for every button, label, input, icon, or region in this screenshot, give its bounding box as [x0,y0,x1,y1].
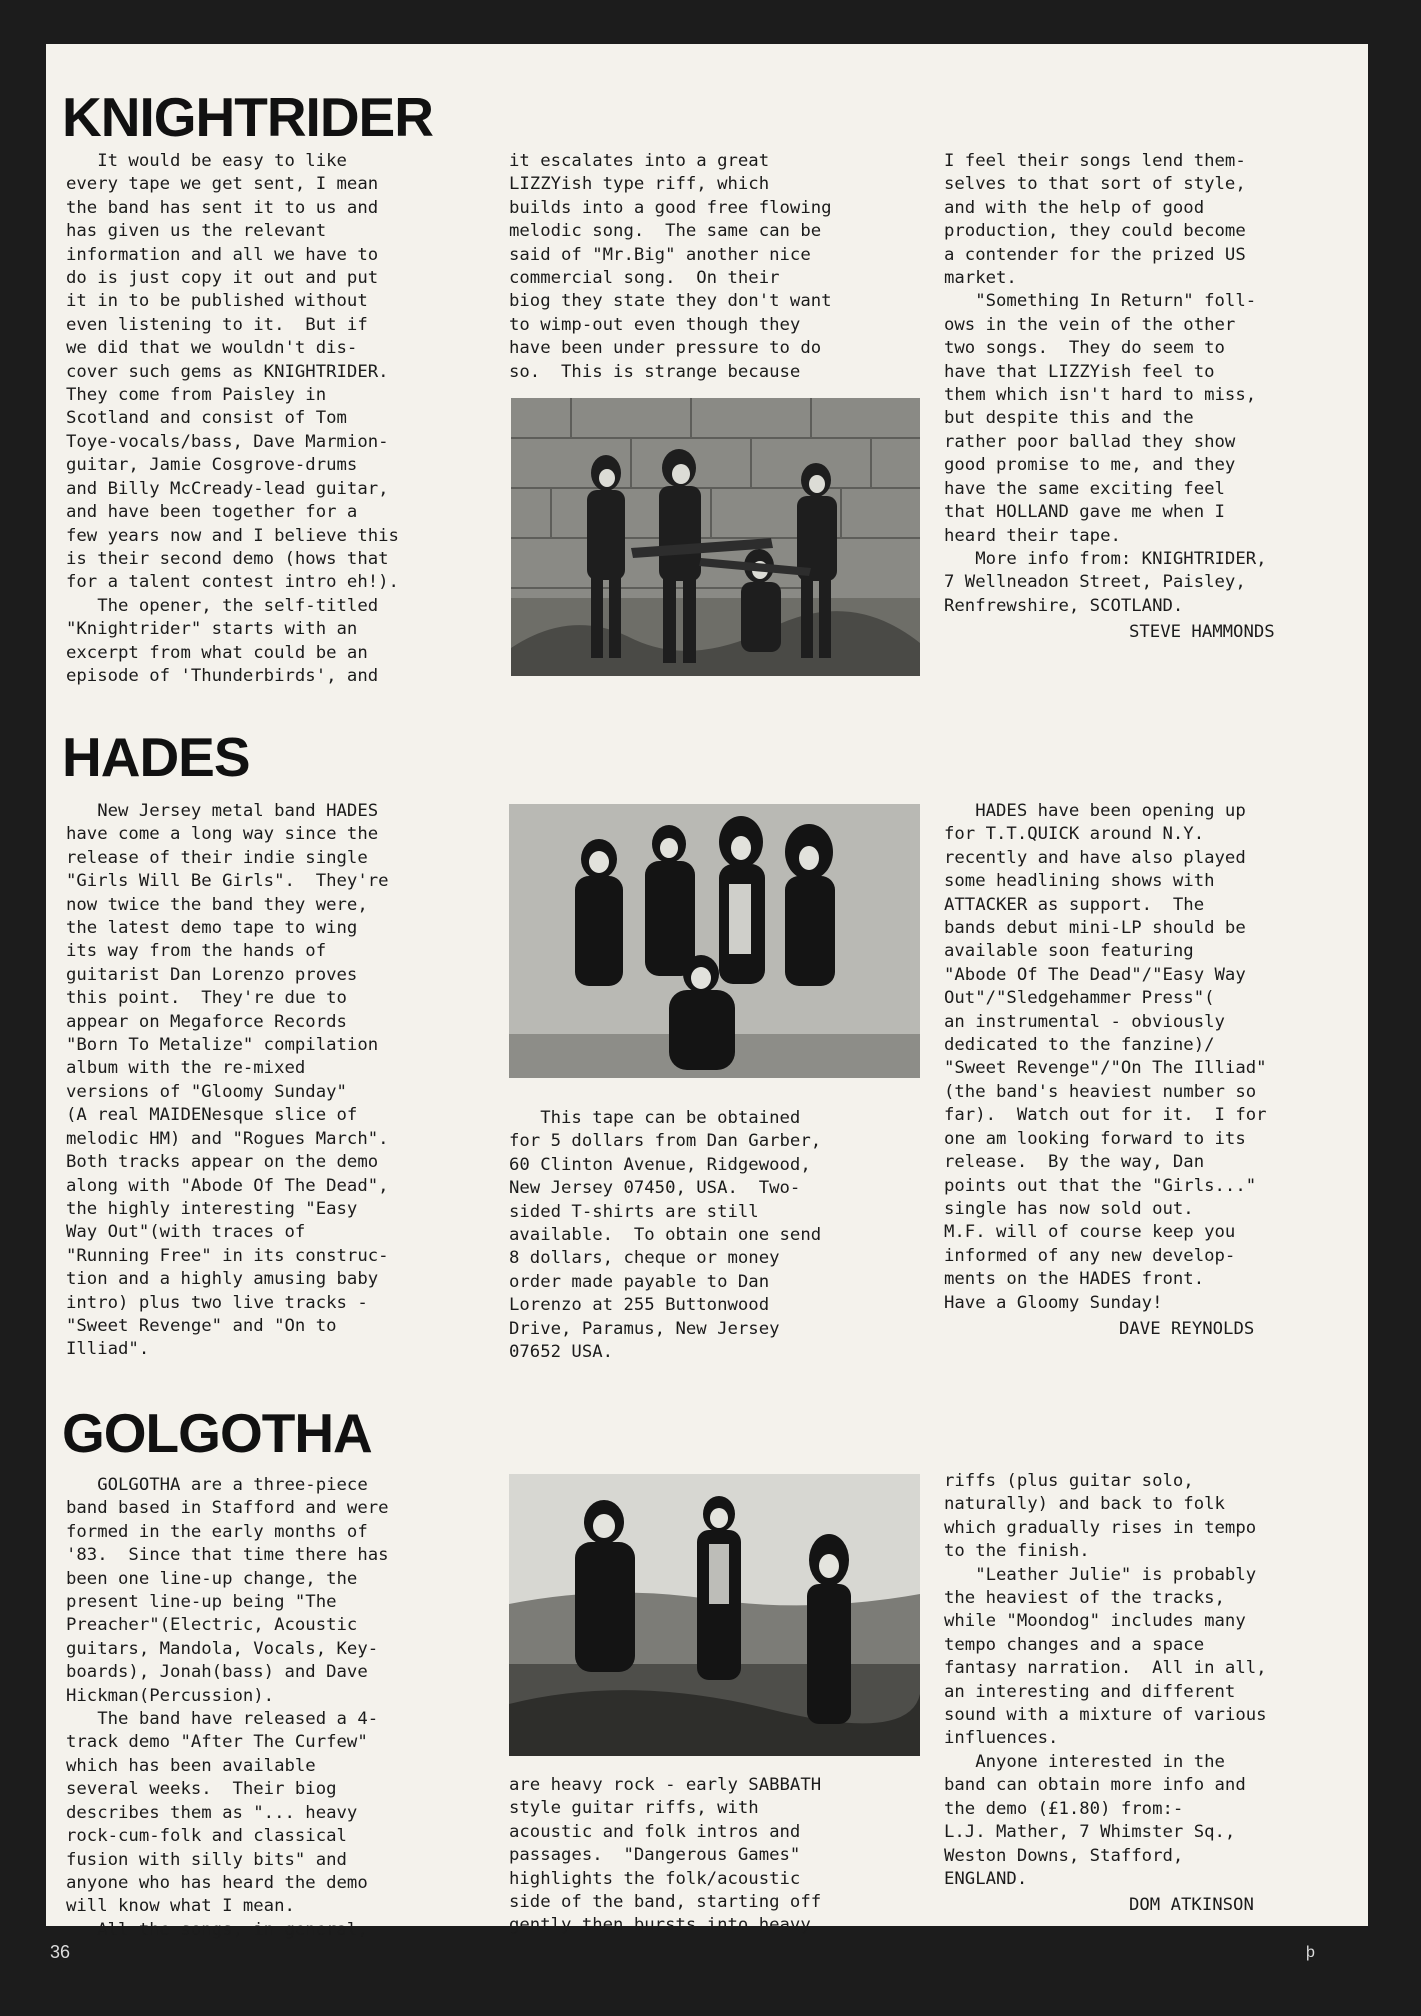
hades-column-1 [66,800,389,1362]
hades-author: DAVE REYNOLDS [1119,1318,1255,1339]
golgotha-column-1 [66,1474,389,1942]
knightrider-author: STEVE HAMMONDS [1129,622,1275,643]
knightrider-band-photo [511,398,920,676]
knightrider-column-3 [944,150,1275,645]
hades-text-2: This tape can be obtained for 5 dollars from Dan Garber, 60 Clinton Avenue, Ridgewood, New Jersey 07450, USA. Two- sided T-shirts are still available. To obtain one send 8 dollars, cheque or money order made payable to Dan Lorenzo at 255 Buttonwood Drive, Paramus, New Jersey 07652 USA. [509,1108,822,1363]
hades-text-3: HADES have been opening up for T.T.QUICK around N.Y. recently and have also played some headlining shows with ATTACKER as support. The bands debut mini-LP should be available soon featuring "Abode Of The Dead"/"Easy Way Out"/"Sledgehammer Press"( an instrumental - obviously dedicated to the fanzine)/ "Sweet Revenge"/"On The Illiad" (the band's heaviest number so far). Watch out for it. I for one am looking forward to its release. By the way, Dan points out that the "Girls..." single has now sold out. M.F. will of course keep you informed of any new develop- ments on the HADES front. Have a Gloomy Sunday! [944,801,1267,1313]
hades-band-photo [509,804,920,1078]
article-title-knightrider: KNIGHTRIDER [62,86,433,148]
hades-column-2 [509,1107,821,1364]
knightrider-text-3: I feel their songs lend them- selves to that sort of style, and with the help of good production, they could become a contender for the prized US market. "Something In Return" foll- ows in the vein of the other two songs. They do seem to have that LIZZYish feel to them which isn't hard to miss, but despite this and the rather poor ballad they show good promise to me, and they have the same exciting feel that HOLLAND gave me when I heard their tape. More info from: KNIGHTRIDER, 7 Wellneadon Street, Paisley, Renfrewshire, SCOTLAND. [944,151,1267,616]
golgotha-author: DOM ATKINSON [1129,1895,1254,1916]
knightrider-column-2 [509,150,832,384]
golgotha-column-3 [944,1470,1267,1918]
article-title-hades: HADES [62,726,250,788]
magazine-page [46,44,1368,1940]
golgotha-band-photo [509,1474,920,1756]
article-title-golgotha: GOLGOTHA [62,1402,372,1464]
corner-mark: þ [1306,1944,1315,1961]
knightrider-column-1 [66,150,399,688]
golgotha-column-2 [509,1774,821,1938]
page-number: 36 [50,1942,71,1962]
golgotha-text-3: riffs (plus guitar solo, naturally) and back to folk which gradually rises in tempo to the finish. "Leather Julie" is probably the heaviest of the tracks, while "Moondog" includes many tempo changes and a space fantasy narration. All in all, an interesting and different sound with a mixture of various influences. Anyone interested in the band can obtain more info and the demo (£1.80) from:- L.J. Mather, 7 Whimster Sq., Weston Downs, Stafford, ENGLAND. [944,1471,1267,1889]
knightrider-text-2: it escalates into a great LIZZYish type riff, which builds into a good free flowing melodic song. The same can be said of "Mr.Big" another nice commercial song. On their biog they state they don't want to wimp-out even though they have been under pressure to do so. This is strange because [509,151,832,382]
golgotha-text-1: GOLGOTHA are a three-piece band based in Stafford and were formed in the early months of '83. Since that time there has been one line-up change, the present line-up being "The Preacher"(Electric, Acoustic guitars, Mandola, Vocals, Key- boards), Jonah(bass) and Dave Hickman(Percussion). The band have released a 4- track demo "After The Curfew" which has been available several weeks. Their biog describes them as "... heavy rock-cum-folk and classical fusion with silly bits" and anyone who has heard the demo will know what I mean. All the songs, in general, [66,1475,389,1940]
hades-column-3 [944,800,1267,1341]
knightrider-text-1: It would be easy to like every tape we get sent, I mean the band has sent it to us and has given us the relevant information and all we have to do is just copy it out and put it in to be published without even listening to it. But if we did that we wouldn't dis- cover such gems as KNIGHTRIDER. They come from Paisley in Scotland and consist of Tom Toye-vocals/bass, Dave Marmion- guitar, Jamie Cosgrove-drums and Billy McCready-lead guitar, and have been together for a few years now and I believe this is their second demo (hows that for a talent contest intro eh!). The opener, the self-titled "Knightrider" starts with an excerpt from what could be an episode of 'Thunderbirds', and [66,151,399,686]
hades-text-1: New Jersey metal band HADES have come a long way since the release of their indie single "Girls Will Be Girls". They're now twice the band they were, the latest demo tape to wing its way from the hands of guitarist Dan Lorenzo proves this point. They're due to appear on Megaforce Records "Born To Metalize" compilation album with the re-mixed versions of "Gloomy Sunday" (A real MAIDENesque slice of melodic HM) and "Rogues March". Both tracks appear on the demo along with "Abode Of The Dead", the highly interesting "Easy Way Out"(with traces of "Running Free" in its construc- tion and a highly amusing baby intro) plus two live tracks - "Sweet Revenge" and "On to Illiad". [66,801,389,1360]
golgotha-text-2: are heavy rock - early SABBATH style guitar riffs, with acoustic and folk intros and passages. "Dangerous Games" highlights the folk/acoustic side of the band, starting off gently then bursts into heavy [509,1775,822,1936]
